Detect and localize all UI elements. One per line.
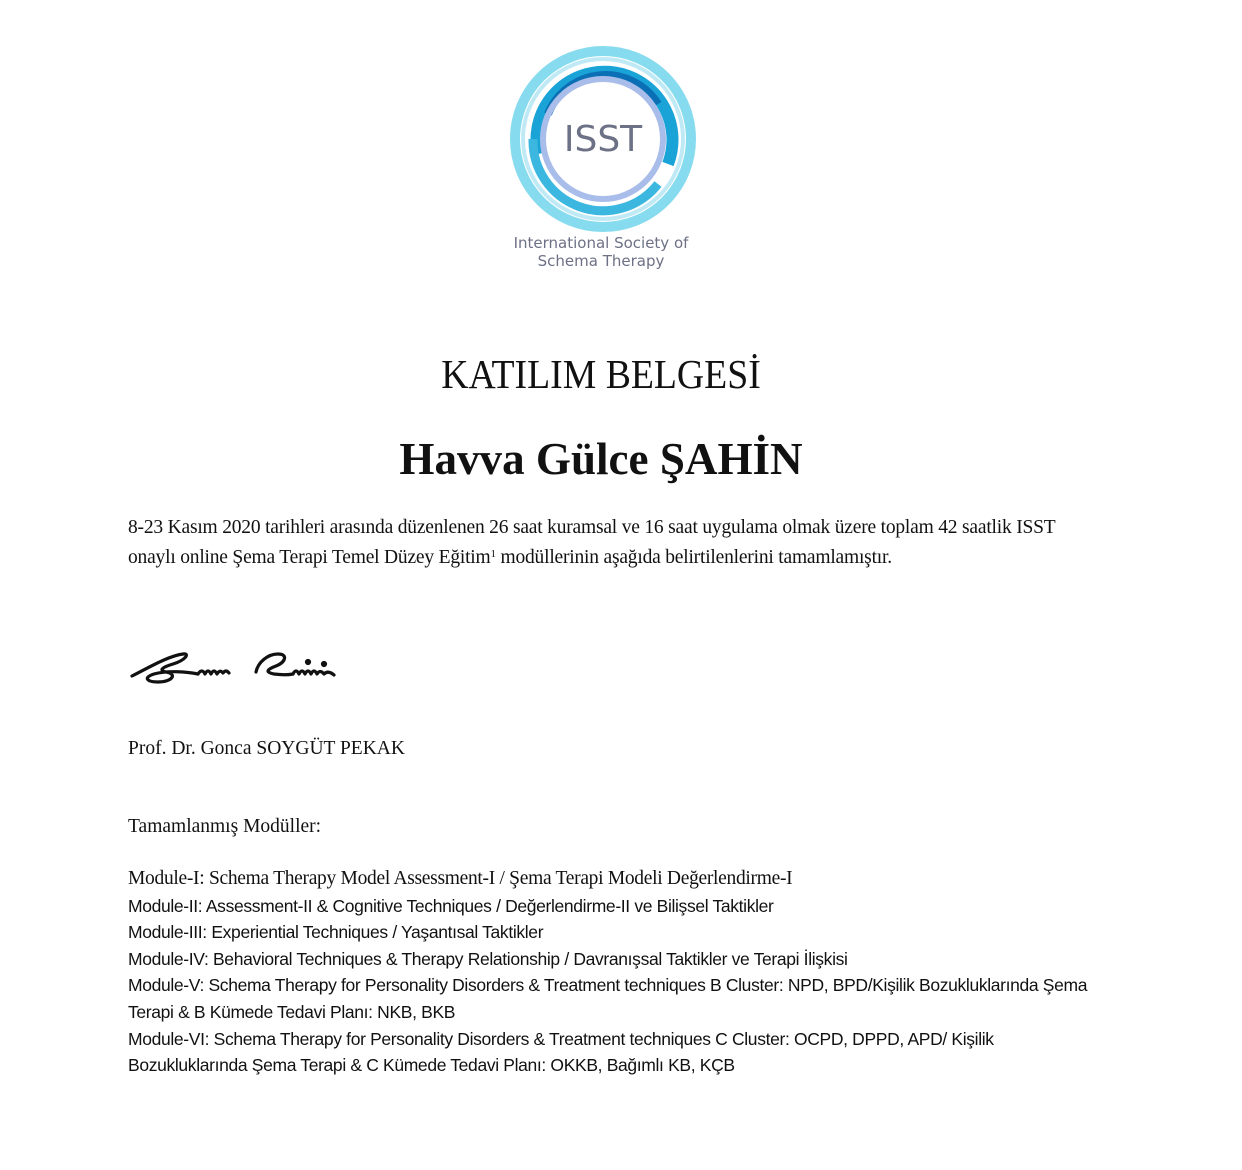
logo-org-line-2: Schema Therapy — [537, 252, 665, 270]
body-text-end: modüllerinin aşağıda belirtilenlerini tamamlamıştır. — [495, 547, 892, 568]
module-item: Module-I: Schema Therapy Model Assessment-I / Şema Terapi Modeli Değerlendirme-I — [128, 868, 793, 889]
body-text: 8-23 Kasım 2020 tarihleri arasında düzenlenen 26 saat kuramsal ve 16 saat uygulama olmak üzere toplam 42 saatlik ISST onaylı online Şema Terapi Temel Düzey Eğitim — [128, 517, 1056, 568]
module-item: Module-VI: Schema Therapy for Personality Disorders & Treatment techniques C Cluster: OCPD, DPPD, APD/ Kişilik Bozukluklarında Şema Terapi & C Kümede Tedavi Planı: OKKB, Bağımlı KB, KÇB — [128, 1028, 994, 1076]
logo-abbr: ISST — [563, 119, 643, 160]
signature-icon — [128, 648, 343, 690]
footnote-marker: 1 — [490, 548, 496, 560]
module-item: Module-IV: Behavioral Techniques & Therapy Relationship / Davranışsal Taktikler ve Terapi İlişkisi — [128, 948, 848, 969]
modules-heading: Tamamlanmış Modüller: — [128, 816, 322, 837]
recipient-name: Havva Gülce ŞAHİN — [399, 433, 803, 484]
module-item: Module-V: Schema Therapy for Personality Disorders & Treatment techniques B Cluster: NPD, BPD/Kişilik Bozukluklarında Şema Terapi & B Kümede Tedavi Planı: NKB, BKB — [128, 975, 1088, 1022]
logo-org-line-1: International Society of — [513, 234, 689, 252]
module-item: Module-III: Experiential Techniques / Yaşantısal Taktikler — [128, 922, 544, 943]
signer-name: Prof. Dr. Gonca SOYGÜT PEKAK — [128, 738, 405, 759]
certificate-body — [128, 515, 1088, 571]
certificate-title: KATILIM BELGESİ — [441, 351, 761, 397]
modules-list — [128, 866, 1088, 1079]
module-item: Module-II: Assessment-II & Cognitive Techniques / Değerlendirme-II ve Bilişsel Taktikler — [128, 895, 774, 916]
isst-logo-icon — [508, 44, 698, 234]
